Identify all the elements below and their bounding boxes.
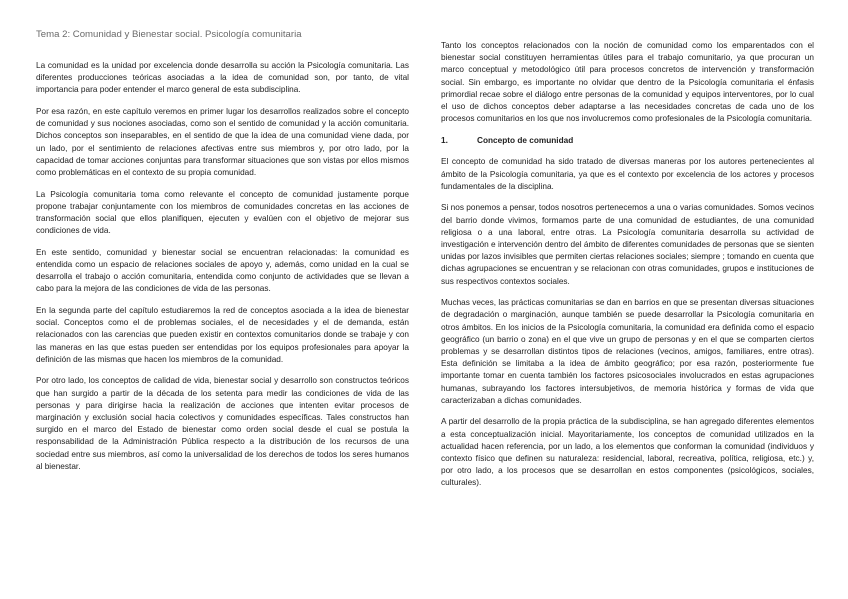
paragraph: En este sentido, comunidad y bienestar social se encuentran relacionadas: la comunidad es entendida como un espacio de relaciones sociales de apoyo y, además, como unidad en la cual se desarrolla el trabajo o acción comunitaria, entendida como conjunto de actividades que se llevan a cabo para la mejora de las condiciones de vida de las personas. <box>36 247 409 294</box>
paragraph: En la segunda parte del capítulo estudiaremos la red de conceptos asociada a la idea de bienestar social. Conceptos como el de problemas sociales, el de necesidades y el de demanda, están relacionados con las carencias que pueden existir en contextos comunitarios donde se trabaje y con las maneras en las que estas pueden ser entendidas por los equipos profesionales para apoyar la definición de las mismas que hacen los miembros de la comunidad. <box>36 306 409 364</box>
intro-paragraph: Tanto los conceptos relacionados con la noción de comunidad como los emparentados con el bienestar social constituyen herramientas útiles para el trabajo comunitario, ya que procuran un marco conceptual y metodológico útil para procesos concretos de intervención y transformación social. Sin embargo, es importante no olvidar que dentro de la Psicología comunitaria el énfasis primordial recae sobre el diálogo entre personas de la comunidad y equipos interventores, por lo cual el uso de dichos conceptos deber adaptarse a las necesidades concretas de cada uno de los procesos comunitarios en los que nos involucremos como profesionales de la Psicología comunitaria. <box>441 41 814 124</box>
page-header: Tema 2: Comunidad y Bienestar social. Psicología comunitaria <box>36 29 302 40</box>
paragraph: A partir del desarrollo de la propia práctica de la subdisciplina, se han agregado diferentes elementos a esta conceptualización inicial. Mayoritariamente, los conceptos de comunidad utilizados en la actualidad hacen referencia, por un lado, a los elementos que conforman la comunidad (individuos y contexto físico que definen su naturaleza: residencial, laboral, recreativa, política, religiosa, etc.) y, por otro lado, a los procesos que se desarrollan en estos componentes (psicológicos, sociales, culturales). <box>441 417 814 488</box>
paragraph: El concepto de comunidad ha sido tratado de diversas maneras por los autores pertenecientes al ámbito de la Psicología comunitaria, ya que es el contexto por excelencia de los actores y procesos fundamentales de la disciplina. <box>441 157 814 191</box>
paragraph: Por otro lado, los conceptos de calidad de vida, bienestar social y desarrollo son constructos teóricos que han surgido a partir de la década de los setenta para medir las condiciones de vida de las personas y para dirigirse hacia la realización de acciones que intenten evitar procesos de marginación y exclusión social hacia colectivos y comunidades específicas. Tales constructos han surgido en el marco del Estado de bienestar como orden social desde el cual se postula la responsabilidad de la Administración Pública respecto a la distribución de los recursos de una sociedad entre sus miembros, así como la universalidad de los derechos de todos los seres humanos al bienestar. <box>36 376 409 471</box>
right-column <box>441 40 814 499</box>
paragraph: Por esa razón, en este capítulo veremos en primer lugar los desarrollos realizados sobre el concepto de comunidad y sus nociones asociadas, como son el sentido de comunidad y la acción comunitaria. Dichos conceptos son inseparables, en el sentido de que la idea de una comunidad viene dada, por un lado, por el sentimiento de relaciones afectivas entre sus miembros y, por otro lado, por la capacidad de tomar acciones conjuntas para transformar situaciones que son vistas por ellos mismos como problemáticas en el contexto de su propia comunidad. <box>36 107 409 178</box>
section-number: 1. <box>441 135 448 145</box>
paragraph: La comunidad es la unidad por excelencia donde desarrolla su acción la Psicología comunitaria. Las diferentes producciones teóricas asociadas a la idea de comunidad son, por tanto, de vital importancia para poder entender el marco general de esta subdisciplina. <box>36 61 409 95</box>
paragraph: La Psicología comunitaria toma como relevante el concepto de comunidad justamente porque propone trabajar conjuntamente con los miembros de comunidades concretas en las acciones de transformación social que ellos planifiquen, ejecuten y evalúen con el objetivo de mejorar sus condiciones de vida. <box>36 189 409 236</box>
section-title: Concepto de comunidad <box>477 135 574 145</box>
paragraph: Muchas veces, las prácticas comunitarias se dan en barrios en que se presentan diversas situaciones de degradación o marginación, aunque también se puede desarrollar la Psicología comunitaria en otros ámbitos. En los inicios de la Psicología comunitaria, la comunidad era definida como el espacio geográfico (un barrio o zona) en el que vive un grupo de personas y en el que se comparten ciertos problemas y se desarrollan distintos tipos de relaciones (vecinos, amigos, familiares, entre otras). Esta definición se limitaba a la idea de ámbito geográfico; por esa razón, posteriormente fue importante tomar en cuenta también los factores psicosociales involucrados en estas agrupaciones humanas, subrayando los factores intersubjetivos, de memoria histórica y formas de vida que caracterizaban a dichas comunidades. <box>441 298 814 405</box>
left-column <box>36 60 409 482</box>
paragraph: Si nos ponemos a pensar, todos nosotros pertenecemos a una o varias comunidades. Somos vecinos del barrio donde vivimos, formamos parte de una comunidad de estudiantes, de una comunidad religiosa o a una laboral, entre otras. La Psicología comunitaria desarrolla su actividad de investigación e intervención dentro del ámbito de diferentes comunidades de personas que se sienten unidas por lazos invisibles que permiten ciertas relaciones sociales; siempre ; tomando en cuenta que dichas agrupaciones se encuentran y se relacionan con otras comunidades, grupos e instituciones de sus respectivos contextos sociales. <box>441 203 814 286</box>
section-heading <box>441 135 814 147</box>
